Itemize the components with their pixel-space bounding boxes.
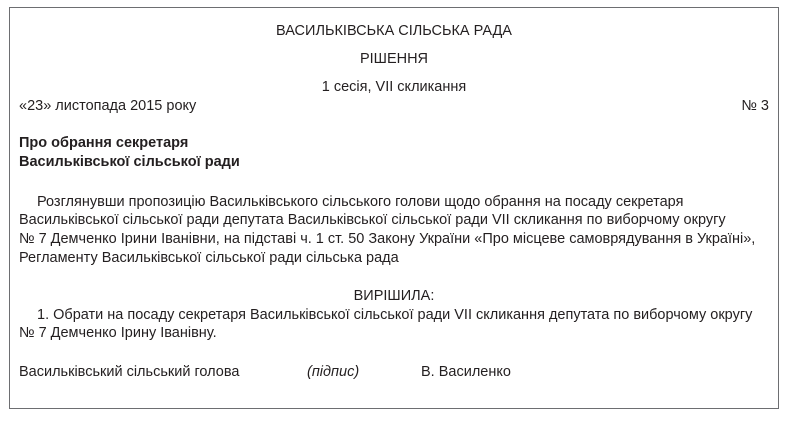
resolution-item-1-line-1: 1. Обрати на посаду секретаря Васильківської сільської ради VII скликання депутата по виборчому округу [37,307,753,323]
subject-line-2: Васильківської сільської ради [19,154,240,170]
signatory-name: В. Василенко [421,364,511,380]
decision-date: «23» листопада 2015 року [19,98,197,114]
session-info: 1 сесія, VII скликання [321,79,467,95]
resolution-heading: ВИРІШИЛА: [353,288,435,304]
preamble-line-4: Регламенту Васильківської сільської ради сільська рада [19,250,399,266]
resolution-item-1-line-2: № 7 Демченко Ірину Іванівну. [19,325,217,341]
preamble-line-2: Васильківської сільської ради депутата Васильківської сільської ради VII скликання по виборчому округу [19,212,726,228]
signature-placeholder: (підпис) [307,364,360,380]
signatory-title: Васильківський сільський голова [19,364,240,380]
decision-number: № 3 [741,98,769,114]
preamble-line-1: Розглянувши пропозицію Васильківського сільського голови щодо обрання на посаду секретаря [37,194,684,210]
document-type: РІШЕННЯ [359,51,429,67]
subject-line-1: Про обрання секретаря [19,135,189,151]
council-name: ВАСИЛЬКІВСЬКА СІЛЬСЬКА РАДА [276,23,512,39]
preamble-line-3: № 7 Демченко Ірини Іванівни, на підставі ч. 1 ст. 50 Закону України «Про місцеве самоврядування в Україні», [19,231,756,247]
document-frame [9,7,779,409]
